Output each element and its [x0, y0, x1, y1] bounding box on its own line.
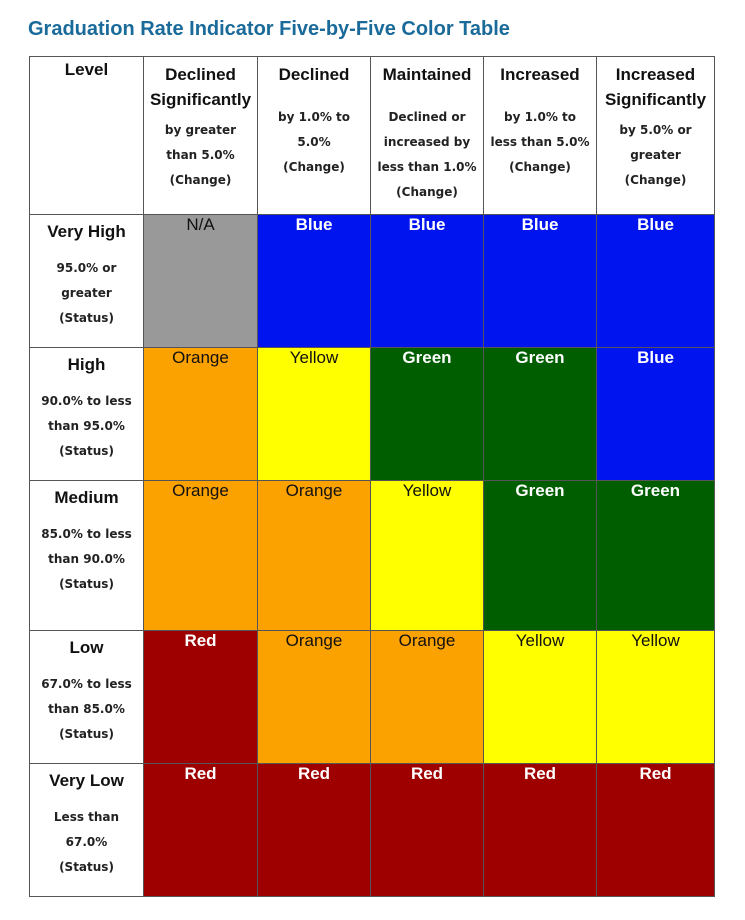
color-table — [29, 56, 715, 897]
table-row — [30, 481, 715, 631]
column-header-maintained — [371, 57, 484, 215]
color-cell: Red — [371, 764, 484, 897]
level-range-line: 67.0% — [65, 835, 108, 849]
color-cell: Orange — [144, 481, 258, 631]
column-desc-line: (Change) — [396, 185, 458, 199]
color-cell: Red — [144, 631, 258, 764]
table-row — [30, 631, 715, 764]
level-name: Low — [69, 638, 104, 657]
color-cell: Orange — [371, 631, 484, 764]
level-range-line: (Status) — [59, 311, 114, 325]
level-name: High — [67, 355, 106, 374]
table-row — [30, 348, 715, 481]
column-desc-line: (Change) — [624, 173, 687, 187]
color-cell: Yellow — [258, 348, 371, 481]
column-title-line1: Increased — [615, 65, 696, 84]
row-header-high — [30, 348, 144, 481]
color-cell: Blue — [258, 215, 371, 348]
table-row — [30, 764, 715, 897]
level-range-line: (Status) — [59, 727, 114, 741]
column-desc-line: less than 1.0% — [377, 160, 477, 174]
level-column-header — [30, 57, 144, 215]
column-title-line1: Declined — [165, 65, 236, 84]
level-range-line: 67.0% to less — [41, 677, 132, 691]
column-desc-line: by 5.0% or — [619, 123, 692, 137]
level-range-line: than 90.0% — [48, 552, 125, 566]
color-cell: Orange — [144, 348, 258, 481]
row-header-medium — [30, 481, 144, 631]
color-cell: Red — [258, 764, 371, 897]
color-cell: Red — [484, 764, 597, 897]
color-cell: Orange — [258, 481, 371, 631]
color-cell: Green — [371, 348, 484, 481]
column-desc-line: (Change) — [169, 173, 232, 187]
column-header-increased-significantly — [597, 57, 715, 215]
column-desc-line: by 1.0% to — [503, 110, 577, 124]
color-cell: Green — [484, 481, 597, 631]
column-desc-line: Declined or — [388, 110, 466, 124]
color-cell: Blue — [371, 215, 484, 348]
column-header-declined-significantly — [144, 57, 258, 215]
column-desc-line: (Change) — [283, 160, 345, 174]
level-name: Very Low — [49, 771, 124, 790]
level-range-line: 90.0% to less — [41, 394, 132, 408]
column-title-line2: Significantly — [149, 90, 252, 109]
level-name: Medium — [54, 488, 119, 507]
color-cell: Yellow — [484, 631, 597, 764]
page-title: Graduation Rate Indicator Five-by-Five Color Table — [28, 18, 510, 40]
color-cell: Blue — [484, 215, 597, 348]
row-header-very-high — [30, 215, 144, 348]
column-desc-line: by 1.0% to — [277, 110, 351, 124]
color-cell: N/A — [144, 215, 258, 348]
color-cell: Green — [484, 348, 597, 481]
column-desc-line: than 5.0% — [166, 148, 235, 162]
color-cell: Yellow — [371, 481, 484, 631]
column-title-line2: Significantly — [604, 90, 707, 109]
color-cell: Green — [597, 481, 715, 631]
color-cell: Yellow — [597, 631, 715, 764]
level-range-line: Less than — [53, 810, 120, 824]
level-range-line: 85.0% to less — [41, 527, 132, 541]
color-cell: Red — [144, 764, 258, 897]
level-name: Very High — [47, 222, 126, 241]
row-header-low — [30, 631, 144, 764]
level-range-line: (Status) — [59, 860, 114, 874]
row-header-very-low — [30, 764, 144, 897]
column-desc-line: by greater — [164, 123, 237, 137]
table-row — [30, 215, 715, 348]
level-range-line: greater — [61, 286, 112, 300]
color-cell: Red — [597, 764, 715, 897]
column-desc-line: 5.0% — [297, 135, 331, 149]
color-cell: Orange — [258, 631, 371, 764]
color-cell: Blue — [597, 215, 715, 348]
column-title-line1: Maintained — [382, 65, 472, 84]
column-header-declined — [258, 57, 371, 215]
color-cell: Blue — [597, 348, 715, 481]
level-range-line: than 95.0% — [48, 419, 125, 433]
level-range-line: than 85.0% — [48, 702, 125, 716]
header-row — [30, 57, 715, 215]
column-desc-line: less than 5.0% — [490, 135, 590, 149]
column-desc-line: increased by — [383, 135, 471, 149]
level-header-label: Level — [64, 60, 109, 79]
column-title-line1: Increased — [500, 65, 580, 84]
level-range-line: 95.0% or — [56, 261, 117, 275]
column-desc-line: greater — [630, 148, 681, 162]
level-range-line: (Status) — [59, 577, 114, 591]
column-desc-line: (Change) — [509, 160, 571, 174]
column-title-line1: Declined — [278, 65, 350, 84]
column-header-increased — [484, 57, 597, 215]
level-range-line: (Status) — [59, 444, 114, 458]
